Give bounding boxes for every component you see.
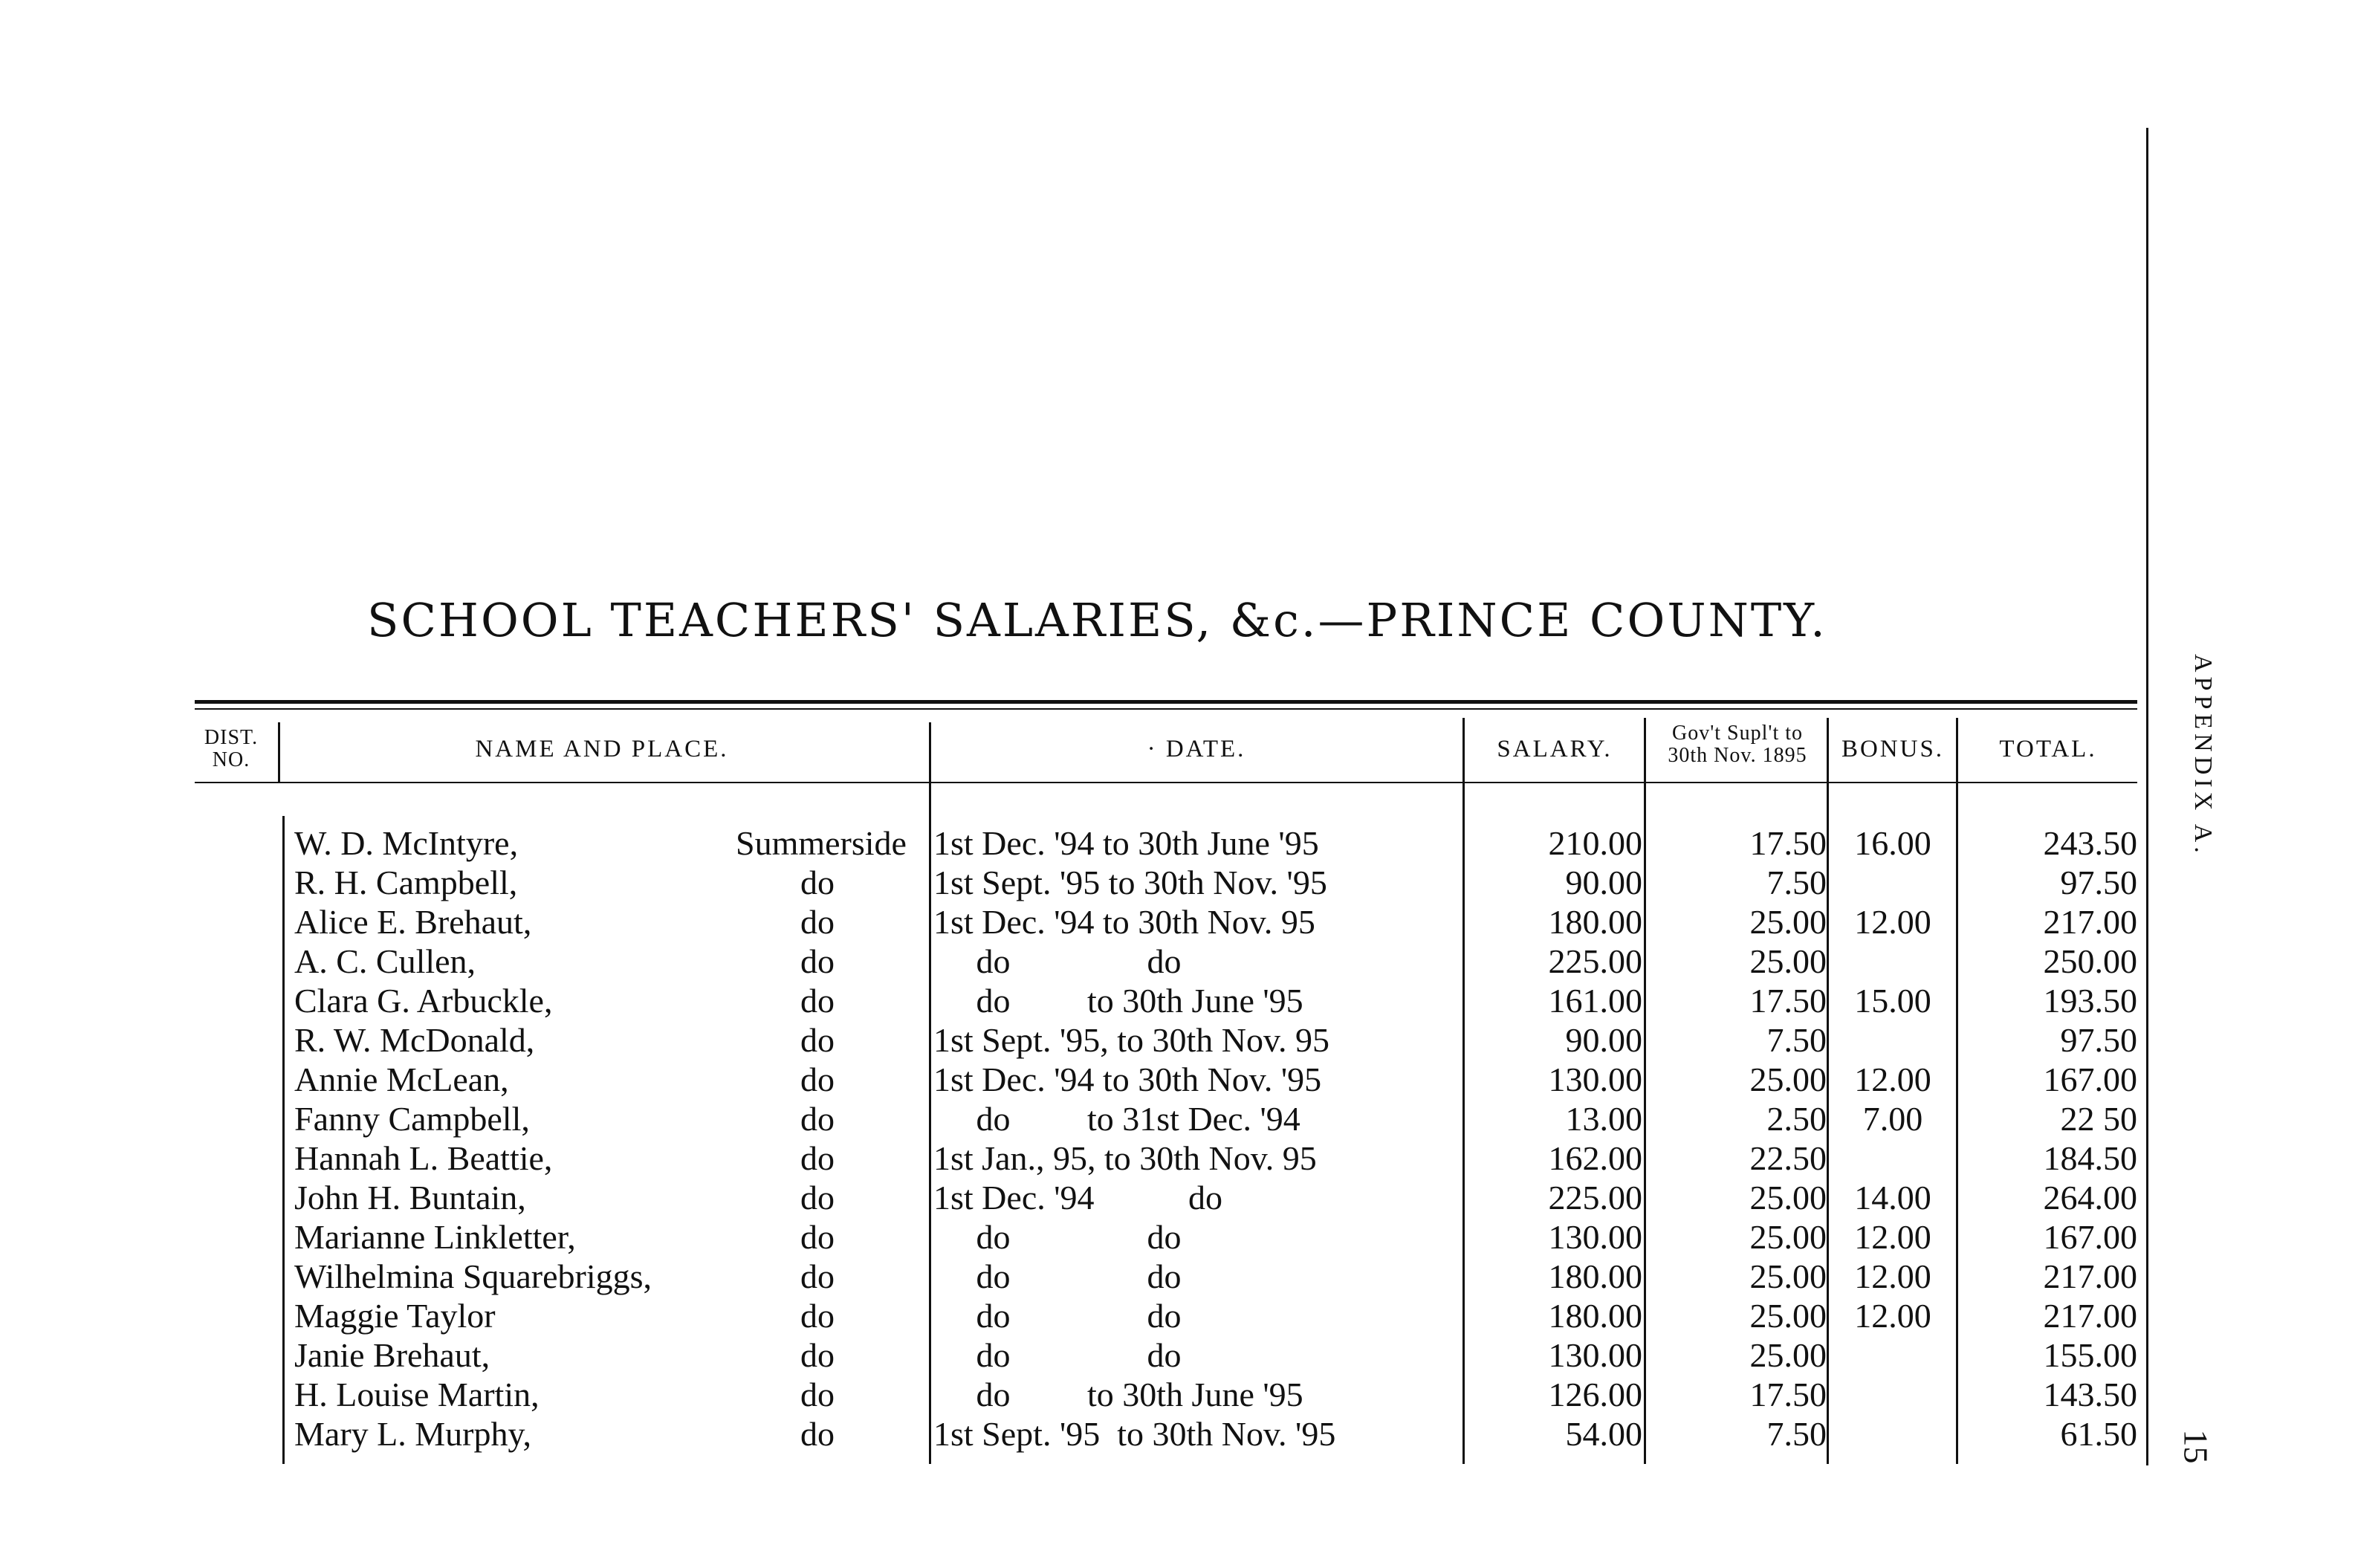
header-date: · DATE. xyxy=(1147,736,1246,762)
cell-place: do xyxy=(800,1297,835,1335)
cell-name: R. W. McDonald, xyxy=(294,1021,535,1059)
cell-gov: 17.50 xyxy=(1749,1376,1827,1413)
table-row xyxy=(0,1020,2355,1060)
cell-name: Fanny Campbell, xyxy=(294,1100,530,1138)
cell-salary: 13.00 xyxy=(1565,1100,1642,1138)
cell-date: 1st Dec. '94 do xyxy=(933,1179,1223,1217)
header-gov-line1: Gov't Supl't to xyxy=(1672,722,1803,745)
cell-date: 1st Dec. '94 to 30th Nov. 95 xyxy=(933,903,1315,941)
cell-place: do xyxy=(800,1139,835,1177)
cell-date: 1st Dec. '94 to 30th June '95 xyxy=(933,824,1319,862)
cell-place: do xyxy=(800,942,835,980)
cell-date: do do xyxy=(933,1218,1182,1256)
cell-date: do to 30th June '95 xyxy=(933,982,1303,1020)
header-total: TOTAL. xyxy=(1999,736,2097,762)
cell-name: Clara G. Arbuckle, xyxy=(294,982,553,1020)
cell-total: 167.00 xyxy=(2043,1218,2137,1256)
cell-bonus: 12.00 xyxy=(1854,1060,1931,1098)
cell-salary: 180.00 xyxy=(1548,903,1642,941)
cell-date: do to 30th June '95 xyxy=(933,1376,1303,1413)
table-row xyxy=(0,1257,2355,1296)
cell-total: 22 50 xyxy=(2060,1100,2137,1138)
cell-date: do do xyxy=(933,1336,1182,1374)
appendix-label: APPENDIX A. xyxy=(2189,654,2217,858)
cell-salary: 54.00 xyxy=(1565,1415,1642,1453)
table-row xyxy=(0,1217,2355,1257)
cell-total: 250.00 xyxy=(2043,942,2137,980)
cell-salary: 161.00 xyxy=(1548,982,1642,1020)
table-row xyxy=(0,1296,2355,1335)
cell-place: do xyxy=(800,1376,835,1413)
cell-place: do xyxy=(800,982,835,1020)
header-no-label: NO. xyxy=(212,748,250,771)
cell-date: 1st Sept. '95 to 30th Nov. '95 xyxy=(933,1415,1336,1453)
cell-gov: 25.00 xyxy=(1749,1179,1827,1217)
page-title: SCHOOL TEACHERS' SALARIES, &c.—PRINCE COUNTY. xyxy=(367,593,1827,647)
table-row xyxy=(0,1178,2355,1217)
cell-place: do xyxy=(800,1218,835,1256)
table-row xyxy=(0,1060,2355,1099)
header-gov-line2: 30th Nov. 1895 xyxy=(1668,744,1807,767)
cell-gov: 17.50 xyxy=(1749,824,1827,862)
cell-gov: 2.50 xyxy=(1766,1100,1827,1138)
cell-gov: 25.00 xyxy=(1749,1336,1827,1374)
header-salary: SALARY. xyxy=(1497,736,1613,762)
cell-total: 217.00 xyxy=(2043,1257,2137,1295)
cell-name: Maggie Taylor xyxy=(294,1297,496,1335)
table-top-rule xyxy=(195,700,2137,704)
table-row xyxy=(0,1335,2355,1375)
cell-name: Alice E. Brehaut, xyxy=(294,903,532,941)
cell-salary: 130.00 xyxy=(1548,1218,1642,1256)
cell-name: H. Louise Martin, xyxy=(294,1376,540,1413)
cell-date: 1st Sept. '95, to 30th Nov. 95 xyxy=(933,1021,1330,1059)
cell-total: 61.50 xyxy=(2060,1415,2137,1453)
header-dist-label: DIST. xyxy=(204,726,259,749)
cell-date: do to 31st Dec. '94 xyxy=(933,1100,1300,1138)
cell-name: A. C. Cullen, xyxy=(294,942,476,980)
table-row xyxy=(0,863,2355,902)
cell-bonus: 16.00 xyxy=(1854,824,1931,862)
table-row xyxy=(0,902,2355,942)
cell-salary: 130.00 xyxy=(1548,1060,1642,1098)
header-name-place: NAME AND PLACE. xyxy=(475,736,729,762)
cell-name: Wilhelmina Squarebriggs, xyxy=(294,1257,652,1295)
col-sep-dist xyxy=(278,722,280,783)
cell-total: 97.50 xyxy=(2060,1021,2137,1059)
cell-gov: 7.50 xyxy=(1766,1415,1827,1453)
cell-name: W. D. McIntyre, xyxy=(294,824,519,862)
cell-gov: 25.00 xyxy=(1749,903,1827,941)
cell-place: do xyxy=(800,903,835,941)
cell-salary: 90.00 xyxy=(1565,1021,1642,1059)
cell-date: 1st Jan., 95, to 30th Nov. 95 xyxy=(933,1139,1317,1177)
cell-gov: 25.00 xyxy=(1749,1257,1827,1295)
cell-total: 155.00 xyxy=(2043,1336,2137,1374)
cell-place: Summerside xyxy=(736,824,907,862)
cell-place: do xyxy=(800,1100,835,1138)
cell-salary: 210.00 xyxy=(1548,824,1642,862)
cell-place: do xyxy=(800,1060,835,1098)
cell-salary: 162.00 xyxy=(1548,1139,1642,1177)
cell-place: do xyxy=(800,1021,835,1059)
cell-gov: 25.00 xyxy=(1749,1060,1827,1098)
cell-date: 1st Dec. '94 to 30th Nov. '95 xyxy=(933,1060,1322,1098)
cell-place: do xyxy=(800,1336,835,1374)
cell-bonus: 12.00 xyxy=(1854,903,1931,941)
cell-bonus: 15.00 xyxy=(1854,982,1931,1020)
cell-total: 217.00 xyxy=(2043,903,2137,941)
cell-salary: 90.00 xyxy=(1565,864,1642,901)
cell-bonus: 7.00 xyxy=(1862,1100,1923,1138)
header-dist-no xyxy=(190,727,272,771)
header-bonus: BONUS. xyxy=(1841,736,1945,762)
cell-total: 97.50 xyxy=(2060,864,2137,901)
page-number: 15 xyxy=(2177,1429,2215,1464)
cell-total: 217.00 xyxy=(2043,1297,2137,1335)
header-bottom-rule xyxy=(195,782,2137,783)
table-row xyxy=(0,981,2355,1020)
cell-salary: 180.00 xyxy=(1548,1297,1642,1335)
cell-gov: 7.50 xyxy=(1766,1021,1827,1059)
cell-gov: 17.50 xyxy=(1749,982,1827,1020)
table-row xyxy=(0,1375,2355,1414)
cell-place: do xyxy=(800,1257,835,1295)
cell-bonus: 12.00 xyxy=(1854,1297,1931,1335)
cell-bonus: 12.00 xyxy=(1854,1218,1931,1256)
cell-gov: 25.00 xyxy=(1749,942,1827,980)
cell-name: Marianne Linkletter, xyxy=(294,1218,576,1256)
table-row xyxy=(0,823,2355,863)
cell-date: 1st Sept. '95 to 30th Nov. '95 xyxy=(933,864,1327,901)
cell-total: 167.00 xyxy=(2043,1060,2137,1098)
cell-date: do do xyxy=(933,1257,1182,1295)
cell-bonus: 12.00 xyxy=(1854,1257,1931,1295)
cell-place: do xyxy=(800,1179,835,1217)
cell-salary: 180.00 xyxy=(1548,1257,1642,1295)
cell-total: 193.50 xyxy=(2043,982,2137,1020)
cell-name: R. H. Campbell, xyxy=(294,864,518,901)
cell-total: 143.50 xyxy=(2043,1376,2137,1413)
cell-bonus: 14.00 xyxy=(1854,1179,1931,1217)
table-row xyxy=(0,1414,2355,1454)
cell-name: Janie Brehaut, xyxy=(294,1336,490,1374)
cell-gov: 22.50 xyxy=(1749,1139,1827,1177)
table-row xyxy=(0,1099,2355,1138)
cell-date: do do xyxy=(933,1297,1182,1335)
cell-total: 243.50 xyxy=(2043,824,2137,862)
table-top-rule-thin xyxy=(195,708,2137,710)
cell-name: Annie McLean, xyxy=(294,1060,509,1098)
table-row xyxy=(0,942,2355,981)
cell-name: Hannah L. Beattie, xyxy=(294,1139,553,1177)
cell-place: do xyxy=(800,1415,835,1453)
cell-total: 264.00 xyxy=(2043,1179,2137,1217)
cell-place: do xyxy=(800,864,835,901)
header-gov-supl xyxy=(1644,722,1831,767)
cell-gov: 25.00 xyxy=(1749,1297,1827,1335)
cell-date: do do xyxy=(933,942,1182,980)
cell-salary: 225.00 xyxy=(1548,1179,1642,1217)
cell-total: 184.50 xyxy=(2043,1139,2137,1177)
cell-salary: 130.00 xyxy=(1548,1336,1642,1374)
cell-salary: 126.00 xyxy=(1548,1376,1642,1413)
cell-name: John H. Buntain, xyxy=(294,1179,526,1217)
cell-gov: 25.00 xyxy=(1749,1218,1827,1256)
cell-salary: 225.00 xyxy=(1548,942,1642,980)
cell-gov: 7.50 xyxy=(1766,864,1827,901)
table-row xyxy=(0,1138,2355,1178)
cell-name: Mary L. Murphy, xyxy=(294,1415,531,1453)
